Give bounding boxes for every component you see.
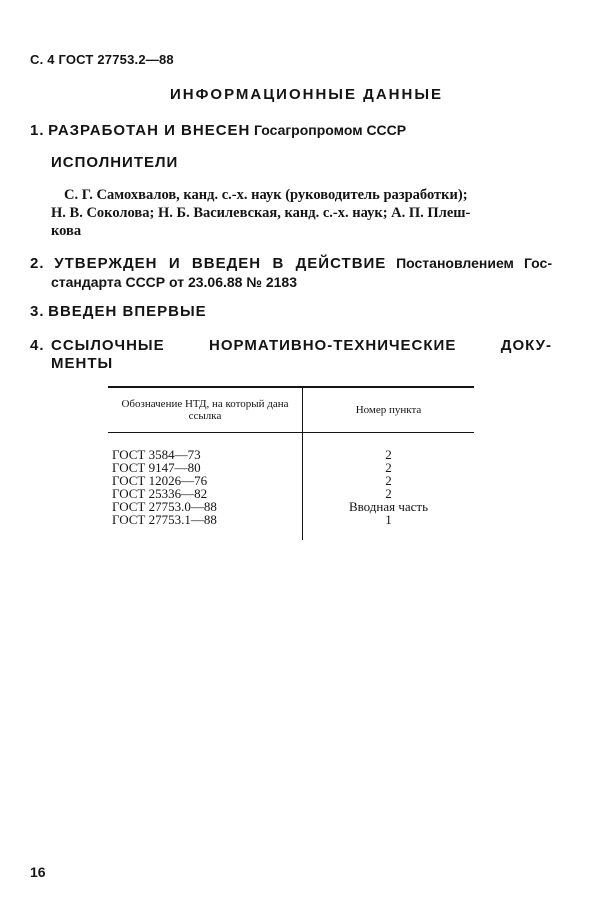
section-4-heading-line-1: ССЫЛОЧНЫЕ НОРМАТИВНО-ТЕХНИЧЕСКИЕ ДОКУ-	[51, 337, 552, 354]
performers-heading	[51, 154, 178, 172]
performers-line-2: Н. В. Соколова; Н. Б. Василевская, канд. с.-х. наук; А. П. Плеш-	[51, 205, 471, 221]
page-title: ИНФОРМАЦИОННЫЕ ДАННЫЕ	[169, 86, 444, 103]
ntd-reference-table	[108, 386, 474, 540]
section-2-number: 2.	[30, 255, 45, 272]
table-cell-item: 2	[385, 447, 392, 462]
table-header-item-number: Номер пункта	[303, 387, 475, 433]
table-cell-document: ГОСТ 3584—73	[108, 433, 303, 462]
section-1	[30, 121, 406, 140]
section-3-heading: ВВЕДЕН ВПЕРВЫЕ	[48, 303, 207, 320]
table-header-document	[108, 387, 303, 433]
section-4-number: 4.	[30, 337, 45, 354]
table-row	[108, 433, 474, 462]
table-cell-document: ГОСТ 9147—80	[108, 461, 303, 474]
section-2-heading: УТВЕРЖДЕН И ВВЕДЕН В ДЕЙСТВИЕ	[54, 255, 387, 272]
section-3	[30, 303, 207, 321]
table-cell-item: 2	[385, 486, 392, 501]
table-cell-item: 1	[385, 512, 392, 527]
table-cell-item: 2	[385, 473, 392, 488]
section-4	[30, 337, 552, 373]
page-header: С. 4 ГОСТ 27753.2—88	[30, 52, 174, 67]
table-cell-document: ГОСТ 27753.0—88	[108, 500, 303, 513]
section-1-text: Госагропромом СССР	[254, 122, 407, 138]
table-cell-document: ГОСТ 12026—76	[108, 474, 303, 487]
section-3-number: 3.	[30, 303, 45, 320]
performers-line-1: С. Г. Самохвалов, канд. с.-х. наук (руководитель разработки);	[64, 187, 468, 203]
section-2-text: Постановлением Гос-	[396, 255, 552, 271]
table-cell-item: Вводная часть	[348, 499, 429, 514]
table-header-document-text: Обозначение НТД, на который дана ссылка	[121, 398, 289, 422]
table-cell-document: ГОСТ 25336—82	[108, 487, 303, 500]
page-number: 16	[30, 864, 46, 880]
section-1-number: 1.	[30, 122, 45, 139]
table-row	[108, 513, 474, 540]
performers-heading-text: ИСПОЛНИТЕЛИ	[51, 154, 179, 171]
section-2-line-2: стандарта СССР от 23.06.88 № 2183	[51, 274, 297, 290]
performers-list	[51, 186, 553, 240]
section-2	[30, 254, 552, 291]
section-1-heading: РАЗРАБОТАН И ВНЕСЕН	[48, 122, 251, 139]
section-4-heading-line-2: МЕНТЫ	[51, 355, 114, 372]
table-cell-document: ГОСТ 27753.1—88	[108, 513, 303, 540]
table-cell-item: 2	[385, 460, 392, 475]
performers-line-3: кова	[51, 223, 82, 239]
